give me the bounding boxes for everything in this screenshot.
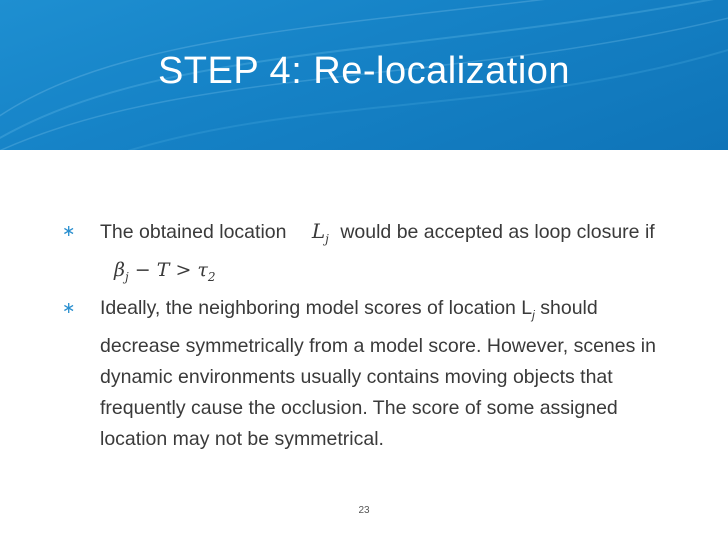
bullet-item-2 — [62, 293, 662, 455]
loop-closure-condition: $\beta_j - T > \tau_2$ — [114, 259, 216, 284]
location-subscript: j — [532, 307, 535, 322]
page-number: 23 — [358, 505, 370, 516]
bullet-2-text-end: should decrease symmetrically from a model score. However, scenes in dynamic environments usually contains moving objects that frequently cause the occlusion. The score of some assigned location may not be symmetrical. — [100, 296, 656, 450]
bullet-item-1 — [62, 216, 662, 293]
bullet-marker: ∗ — [62, 223, 76, 240]
bullet-1-text-end: would be accepted as loop closure if — [340, 221, 655, 243]
location-symbol: $L_j$ — [311, 219, 329, 246]
title-banner — [0, 0, 728, 150]
bullet-2-text-start: Ideally, the neighboring model scores of location L — [100, 296, 533, 319]
bullet-1-text-start: The obtained location — [100, 221, 287, 243]
bullet-marker: ∗ — [62, 299, 76, 317]
slide-title: STEP 4: Re-localization — [157, 50, 571, 92]
slide-body — [62, 216, 662, 455]
